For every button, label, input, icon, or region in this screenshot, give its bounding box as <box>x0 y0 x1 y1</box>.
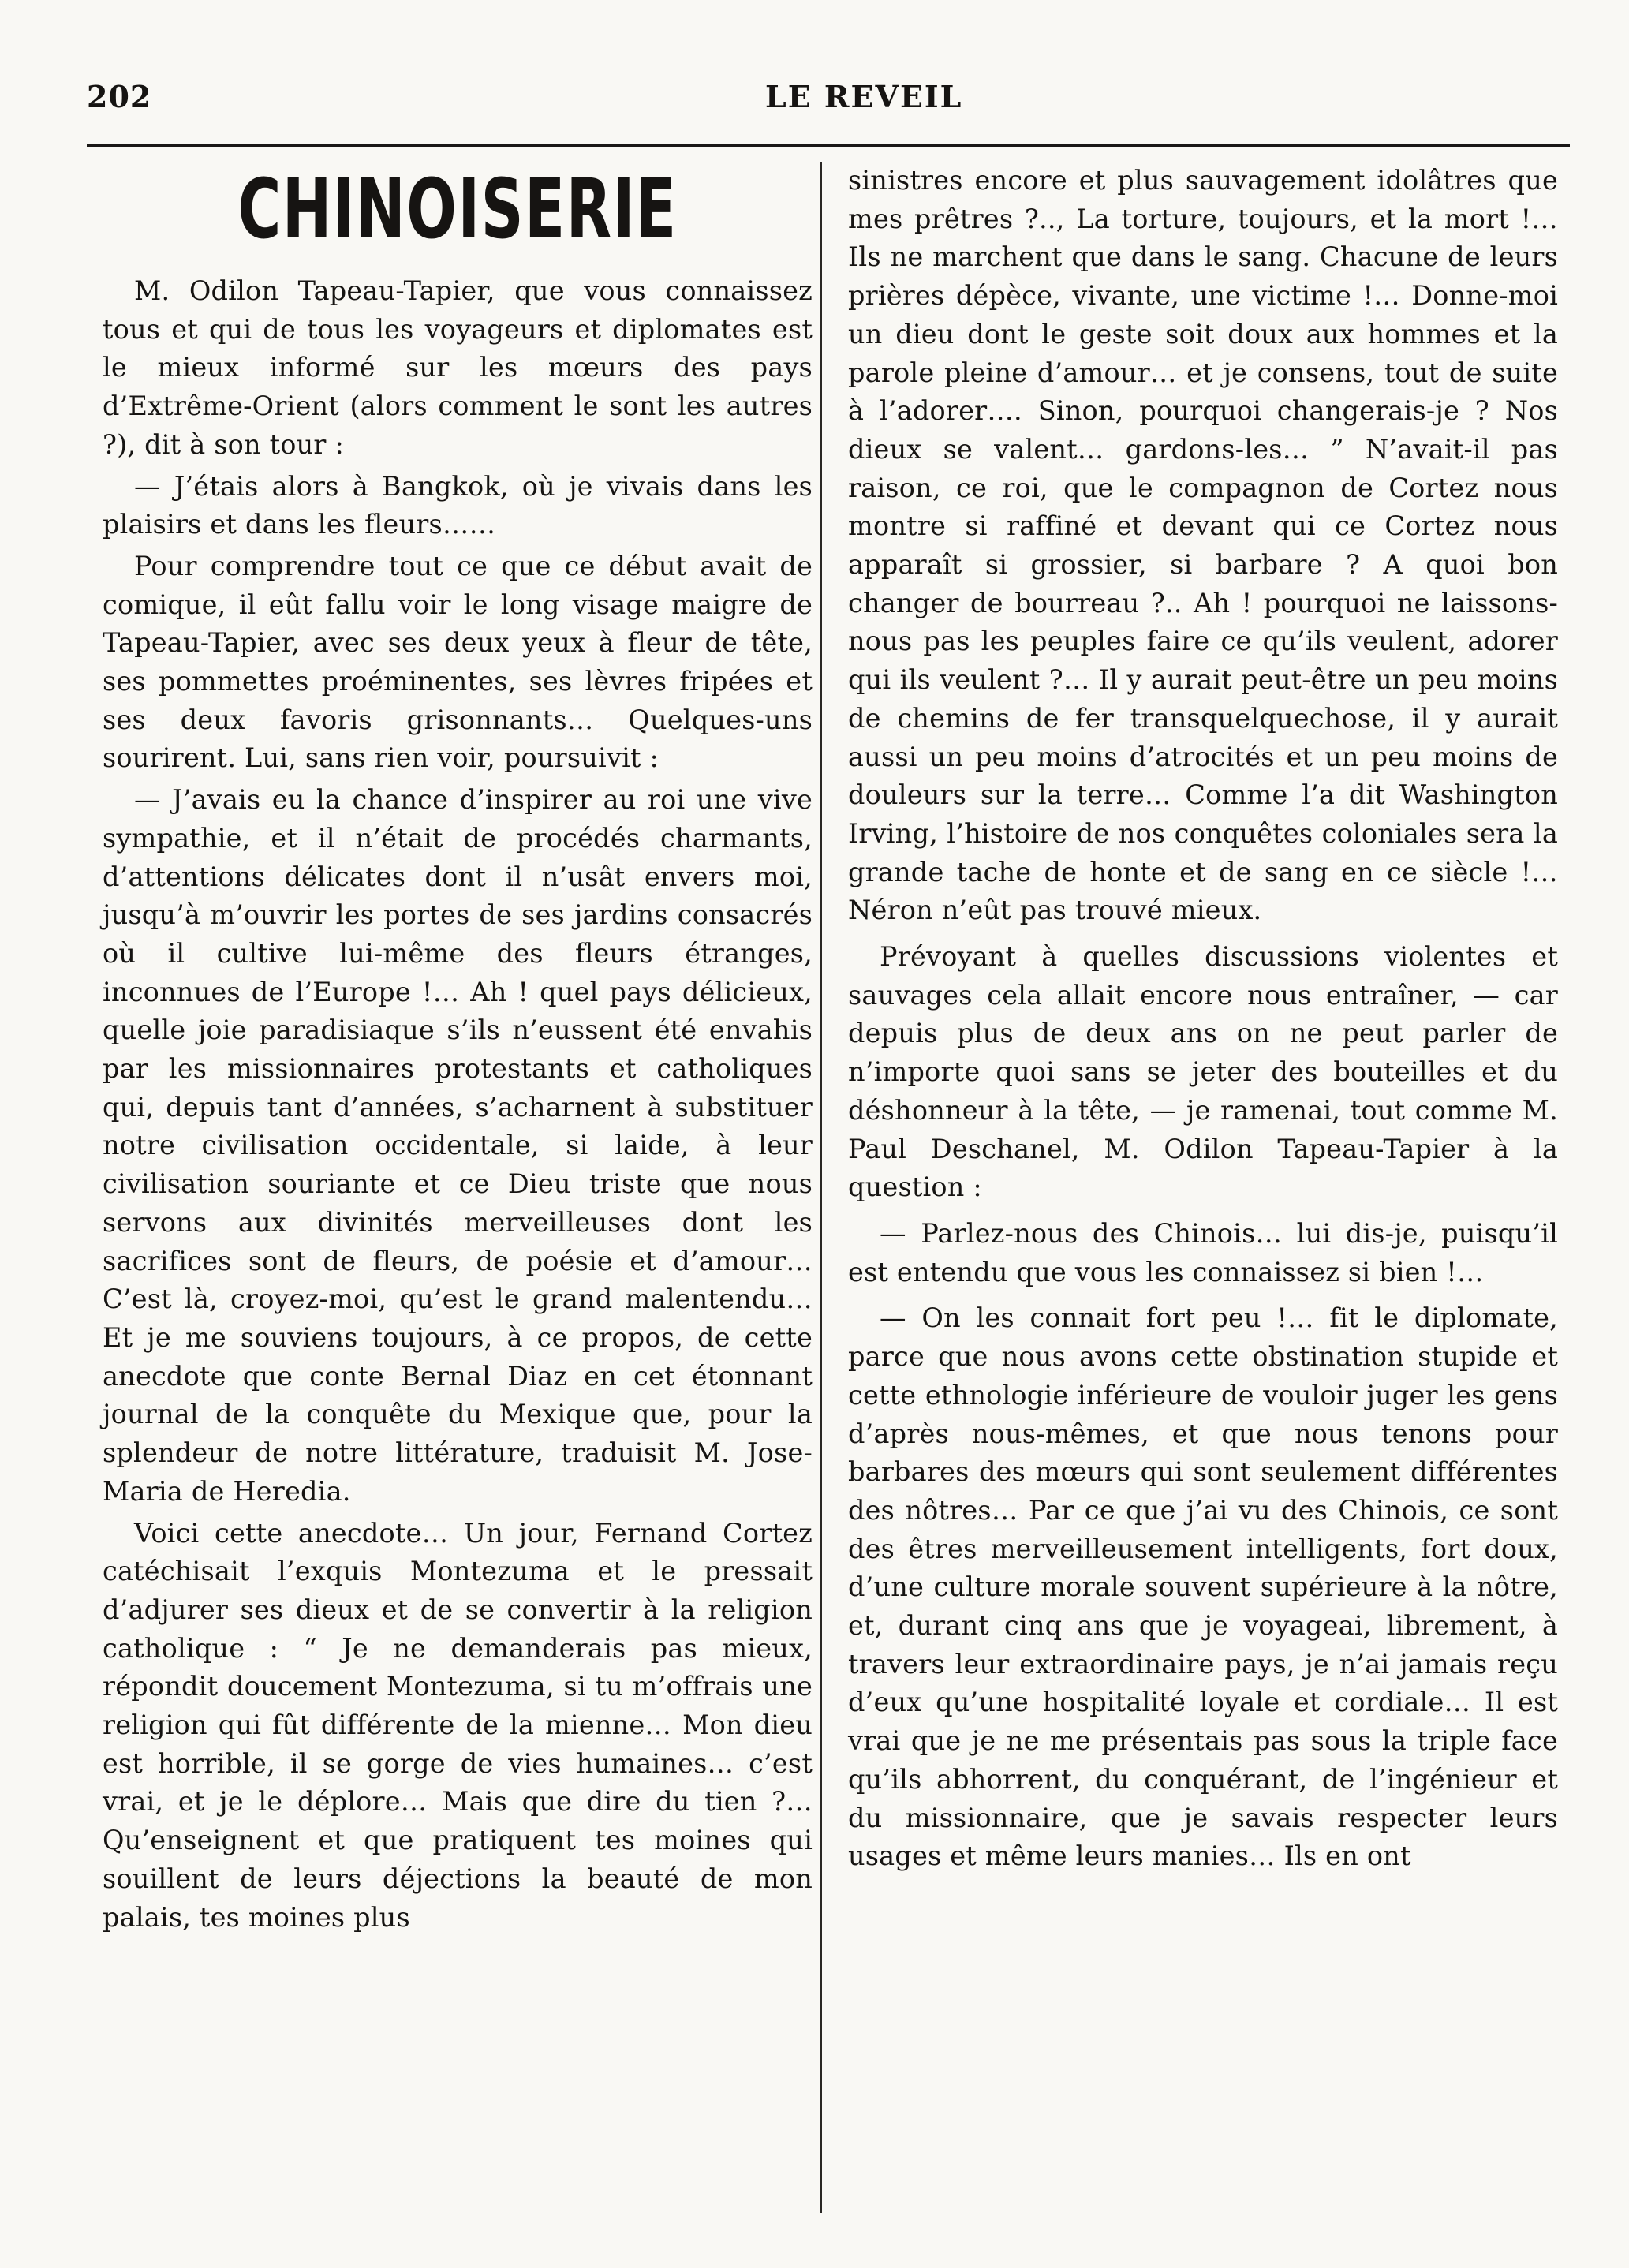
running-head: LE REVEIL <box>765 79 963 114</box>
header-rule <box>87 144 1570 147</box>
page-header <box>87 79 1570 134</box>
page-number: 202 <box>87 79 152 114</box>
paragraph: — On les connait fort peu !… fit le diplomate, parce que nous avons cette obstination stupide et cette ethnologie inférieure de vouloir juger les gens d’après nous-mêmes, et que nous tenons pour barbares des mœurs qui sont seulement différentes des nôtres… Par ce que j’ai vu des Chinois, ce sont des êtres merveilleusement intelligents, fort doux, d’une culture morale souvent supérieure à la nôtre, et, durant cinq ans que je voyageai, librement, à travers leur extraordinaire pays, je n’ai jamais reçu d’eux qu’une hospitalité loyale et cordiale… Il est vrai que je ne me présentais pas sous la triple face qu’ils abhorrent, du conquérant, de l’ingénieur et du missionnaire, que je savais respecter leurs usages et même leurs manies… Ils en ont <box>848 1302 1558 1872</box>
paragraph: Prévoyant à quelles discussions violentes et sauvages cela allait encore nous entraîner, — car depuis plus de deux ans on ne peut parler de n’importe quoi sans se jeter des bouteilles et du déshonneur à la tête, — je ramenai, tout comme M. Paul Deschanel, M. Odilon Tapeau-Tapier à la question : <box>848 941 1558 1203</box>
paragraph: — J’avais eu la chance d’inspirer au roi une vive sympathie, et il n’était de procédés charmants, d’attentions délicates dont il n’usât envers moi, jusqu’à m’ouvrir les portes de ses jardins consacrés où il cultive lui-même des fleurs étranges, inconnues de l’Europe !… Ah ! quel pays délicieux, quelle joie paradisiaque s’ils n’eussent été envahis par les missionnaires protestants et catholiques qui, depuis tant d’années, s’acharnent à substituer notre civilisation occidentale, si laide, à leur civilisation souriante et ce Dieu triste que nous servons aux divinités merveilleuses dont les sacrifices sont de fleurs, de poésie et d’amour… C’est là, croyez-moi, qu’est le grand malentendu… Et je me souviens toujours, à ce propos, de cette anecdote que conte Bernal Diaz en cet étonnant journal de la conquête du Mexique que, pour la splendeur de notre littérature, traduisit M. Jose-Maria de Heredia. <box>103 784 813 1507</box>
paragraph: — J’étais alors à Bangkok, où je vivais dans les plaisirs et dans les fleurs…… <box>103 470 813 540</box>
column-divider <box>820 162 822 2213</box>
paragraph: Pour comprendre tout ce que ce début avait de comique, il eût fallu voir le long visage maigre de Tapeau-Tapier, avec ses deux yeux à fleur de tête, ses pommettes proéminentes, ses lèvres fripées et ses deux favoris grisonnants… Quelques-uns sourirent. Lui, sans rien voir, poursuivit : <box>103 550 813 774</box>
paragraph: Voici cette anecdote… Un jour, Fernand Cortez catéchisait l’exquis Montezuma et le pressait d’adjurer ses dieux et de se convertir à la religion catholique : “ Je ne demanderais pas mieux, répondit doucement Montezuma, si tu m’offrais une religion qui fût différente de la mienne… Mon dieu est horrible, il se gorge de vies humaines… c’est vrai, et je le déplore… Mais que dire du tien ?… Qu’enseignent et que pratiquent tes moines qui souillent de leurs déjections la beauté de mon palais, tes moines plus <box>103 1517 813 1933</box>
right-column <box>848 162 1558 1876</box>
article-title: CHINOISERIE <box>237 161 678 257</box>
paragraph: sinistres encore et plus sauvagement idolâtres que mes prêtres ?.., La torture, toujours, et la mort !… Ils ne marchent que dans le sang. Chacune de leurs prières dépèce, vivante, une victime !… Donne-moi un dieu dont le geste soit doux aux hommes et la parole pleine d’amour… et je consens, tout de suite à l’adorer…. Sinon, pourquoi changerais-je ? Nos dieux se valent… gardons-les… ” N’avait-il pas raison, ce roi, que le compagnon de Cortez nous montre si raffiné et devant qui ce Cortez nous apparaît si grossier, si barbare ? A quoi bon changer de bourreau ?.. Ah ! pourquoi ne laissons-nous pas les peuples faire ce qu’ils veulent, adorer qui ils veulent ?… Il y aurait peut-être un peu moins de chemins de fer transquelquechose, il y aurait aussi un peu moins d’atrocités et un peu moins de douleurs sur la terre… Comme l’a dit Washington Irving, l’histoire de nos conquêtes coloniales sera la grande tache de honte et de sang en ce siècle !… Néron n’eût pas trouvé mieux. <box>848 165 1558 926</box>
paragraph: — Parlez-nous des Chinois… lui dis-je, puisqu’il est entendu que vous les connaissez si bien !… <box>848 1217 1558 1287</box>
paragraph: M. Odilon Tapeau-Tapier, que vous connaissez tous et qui de tous les voyageurs et diplomates est le mieux informé sur les mœurs des pays d’Extrême-Orient (alors comment le sont les autres ?), dit à son tour : <box>103 275 813 460</box>
left-column <box>103 162 813 1937</box>
